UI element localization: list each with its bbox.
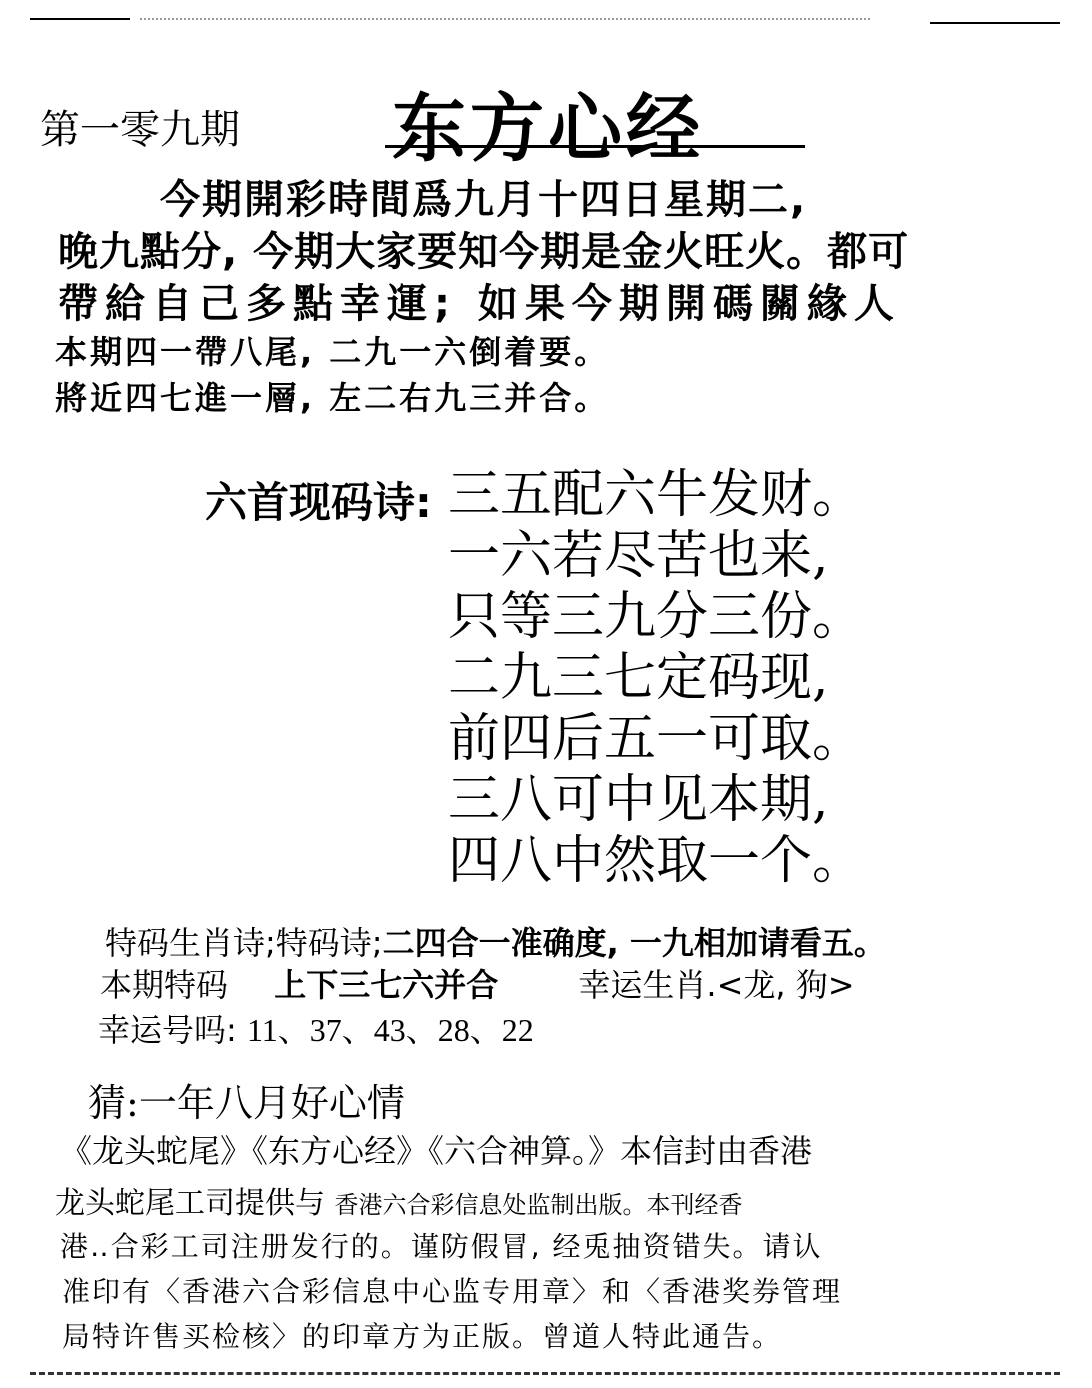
top-rule-right bbox=[930, 22, 1060, 24]
poem-line: 一六若尽苦也来, bbox=[448, 526, 829, 586]
poem-line: 前四后五一可取。 bbox=[448, 709, 865, 769]
special-code-poem-line bbox=[105, 918, 886, 964]
intro-line-3: 帶給自己多點幸運; 如果今期開碼關緣人 bbox=[58, 281, 901, 327]
footer-line-5: 局特许售买检核〉的印章方为正版。曾道人特此通告。 bbox=[62, 1320, 783, 1353]
poem-line: 三五配六牛发财。 bbox=[448, 465, 865, 525]
top-dotted-rule bbox=[140, 18, 870, 20]
footer-line-2-a: 龙头蛇尾工司提供与 bbox=[55, 1186, 325, 1221]
page-title: 东方心经 bbox=[392, 86, 704, 172]
footer-line-4: 准印有〈香港六合彩信息中心监专用章〉和〈香港奖券管理 bbox=[62, 1275, 843, 1308]
this-issue-text: 上下三七六并合 bbox=[274, 966, 499, 1004]
poem-line: 三八可中见本期, bbox=[448, 770, 829, 830]
title-underline bbox=[385, 145, 805, 148]
lucky-numbers-line bbox=[98, 1005, 534, 1051]
top-rule-left bbox=[30, 18, 130, 20]
lucky-numbers-label: 幸运号吗: bbox=[98, 1011, 237, 1049]
lucky-numbers: 11、37、43、28、22 bbox=[246, 1012, 534, 1048]
poem-line: 四八中然取一个。 bbox=[448, 831, 865, 891]
footer-line-3: 港‥合彩工司注册发行的。谨防假冒, 经兎抽资错失。请认 bbox=[60, 1230, 823, 1263]
intro-line-2: 晚九點分, 今期大家要知今期是金火旺火。都可 bbox=[58, 229, 910, 275]
guess-text: 一年八月好心情 bbox=[138, 1081, 405, 1125]
footer-line-2 bbox=[55, 1178, 743, 1222]
poem-label: 六首现码诗: bbox=[205, 478, 432, 527]
code-poem-text: 二四合一准确度, 一九相加请看五。 bbox=[382, 924, 886, 962]
bottom-rule bbox=[30, 1372, 1060, 1375]
this-issue-line bbox=[100, 960, 855, 1006]
footer-line-1: 《龙头蛇尾》《东方心经》《六合神算。》本信封由香港 bbox=[60, 1132, 813, 1170]
guess-line bbox=[88, 1072, 405, 1127]
issue-label: 第一零九期 bbox=[40, 107, 240, 152]
footer-line-2-b: 香港六合彩信息处监制出版。本刊经香 bbox=[334, 1191, 743, 1219]
lucky-zodiac-value: <龙, 狗> bbox=[716, 966, 855, 1004]
zodiac-poem-label: 特码生肖诗; bbox=[105, 924, 276, 962]
this-issue-label: 本期特码 bbox=[100, 966, 229, 1004]
poem-block bbox=[448, 465, 864, 892]
code-poem-label: 特码诗; bbox=[275, 924, 383, 962]
guess-label: 猜: bbox=[88, 1081, 139, 1125]
poem-line: 只等三九分三份。 bbox=[448, 587, 865, 647]
poem-line: 二九三七定码现, bbox=[448, 648, 829, 708]
intro-line-1: 今期開彩時間爲九月十四日星期二, bbox=[160, 177, 808, 223]
intro-line-4: 本期四一帶八尾, 二九一六倒着要。 bbox=[55, 333, 610, 371]
lucky-zodiac-label: 幸运生肖. bbox=[578, 966, 717, 1004]
intro-line-5: 將近四七進一層, 左二右九三并合。 bbox=[55, 379, 610, 417]
